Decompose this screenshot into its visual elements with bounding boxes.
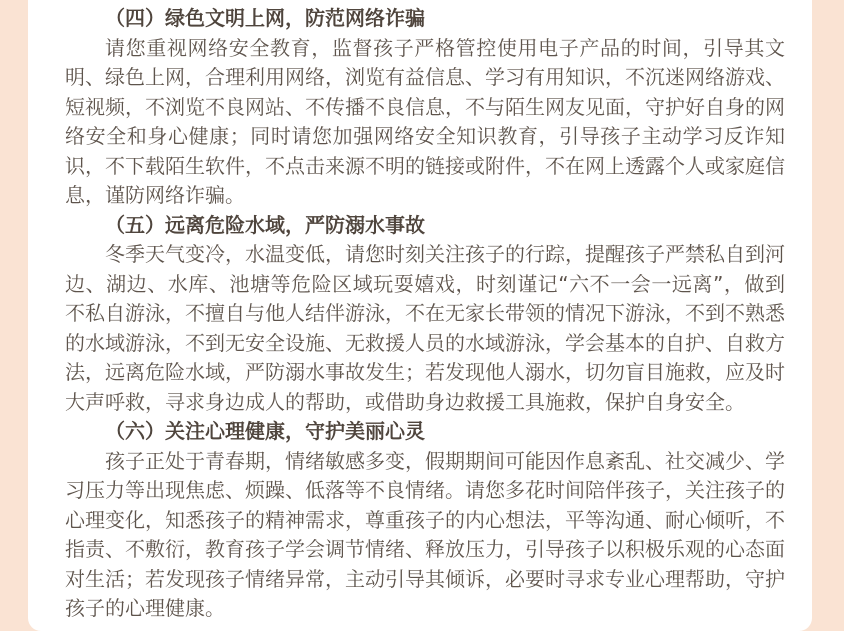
section-paragraph-6: 孩子正处于青春期，情绪敏感多变，假期期间可能因作息紊乱、社交减少、学习压力等出现焦虑、烦躁、低落等不良情绪。请您多花时间陪伴孩子，关注孩子的心理变化，知悉孩子的精神需求，尊重孩子的内心想法，平等沟通、耐心倾听，不指责、不敷衍，教育孩子学会调节情绪、释放压力，引导孩子以积极乐观的心态面对生活；若发现孩子情绪异常，主动引导其倾诉，必要时寻求专业心理帮助，守护孩子的心理健康。 [65, 448, 785, 620]
section-heading-6: （六）关注心理健康，守护美丽心灵 [105, 419, 425, 443]
section-heading-5: （五）远离危险水域，严防溺水事故 [105, 212, 425, 237]
section-paragraph-5: 冬季天气变冷，水温变低，请您时刻关注孩子的行踪，提醒孩子严禁私自到河边、湖边、水库、池塘等危险区域玩耍嬉戏，时刻谨记“六不一会一远离”，做到不私自游泳，不擅自与他人结伴游泳，不在无家长带领的情况下游泳，不到不熟悉的水域游泳，不到无安全设施、无救援人员的水域游泳，学会基本的自护、自救方法，远离危险水域，严防溺水事故发生；若发现他人溺水，切勿盲目施救，应及时大声呼救，寻求身边成人的帮助，或借助身边救援工具施救，保护自身安全。 [65, 242, 785, 414]
section-heading-4: （四）绿色文明上网，防范网络诈骗 [105, 6, 425, 30]
article-content-card [28, 0, 812, 631]
section-paragraph-4: 请您重视网络安全教育，监督孩子严格管控使用电子产品的时间，引导其文明、绿色上网，合理利用网络，浏览有益信息、学习有用知识，不沉迷网络游戏、短视频，不浏览不良网站、不传播不良信息，不与陌生网友见面，守护好自身的网络安全和身心健康；同时请您加强网络安全知识教育，引导孩子主动学习反诈知识，不下载陌生软件，不点击来源不明的链接或附件，不在网上透露个人或家庭信息，谨防网络诈骗。 [65, 35, 785, 207]
